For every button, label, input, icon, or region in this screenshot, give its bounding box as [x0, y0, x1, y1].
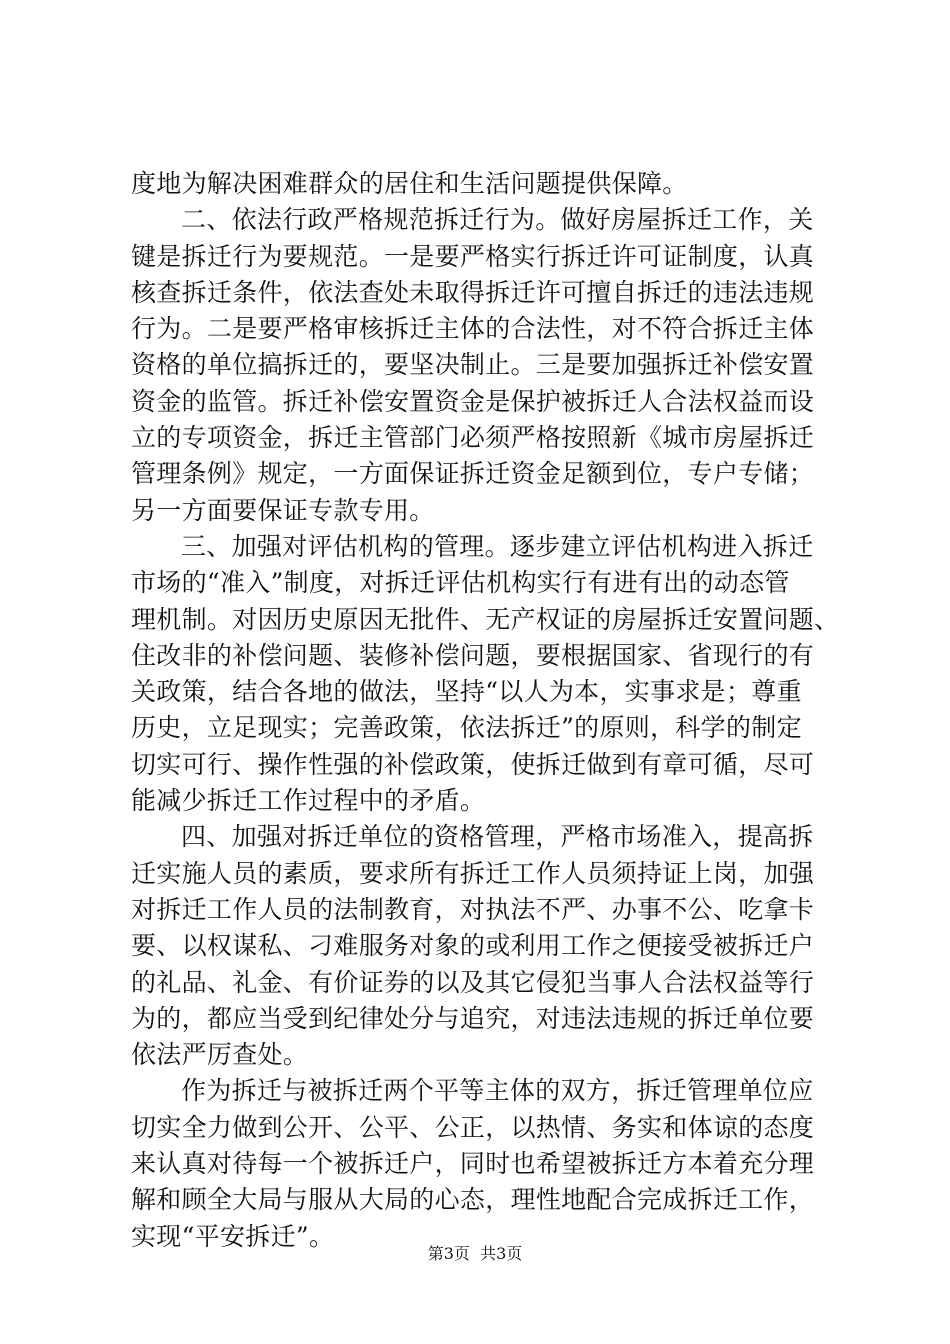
text-line: 二、依法行政严格规范拆迁行为。做好房屋拆迁工作，关	[181, 205, 814, 235]
text-line: 立的专项资金，拆迁主管部门必须严格按照新《城市房屋拆迁	[131, 423, 815, 453]
text-line: 依法严厉查处。	[131, 1040, 309, 1070]
text-line: 历史，立足现实；完善政策，依法拆迁”的原则，科学的制定	[131, 713, 802, 743]
page-number: 第3页	[427, 1244, 470, 1263]
text-line: 键是拆迁行为要规范。一是要严格实行拆迁许可证制度，认真	[131, 241, 815, 271]
text-line: 资格的单位搞拆迁的，要坚决制止。三是要加强拆迁补偿安置	[131, 350, 815, 380]
text-line: 切实可行、操作性强的补偿政策，使拆迁做到有章可循，尽可	[131, 749, 815, 779]
text-line: 切实全力做到公开、公平、公正，以热情、务实和体谅的态度	[131, 1112, 815, 1142]
text-line: 资金的监管。拆迁补偿安置资金是保护被拆迁人合法权益而设	[131, 386, 815, 416]
text-line: 关政策，结合各地的做法，坚持“以人为本，实事求是；尊重	[131, 677, 802, 707]
text-line: 度地为解决困难群众的居住和生活问题提供保障。	[131, 169, 688, 198]
footer-gap	[470, 1244, 480, 1263]
text-line: 核查拆迁条件，依法查处未取得拆迁许可擅自拆迁的违法违规	[131, 277, 815, 307]
text-line: 解和顾全大局与服从大局的心态，理性地配合完成拆迁工作，	[131, 1185, 815, 1215]
text-line: 市场的“准入”制度，对拆迁评估机构实行有进有出的动态管	[131, 568, 790, 598]
text-line: 作为拆迁与被拆迁两个平等主体的双方，拆迁管理单位应	[181, 1076, 814, 1106]
text-line: 实现“平安拆迁”。	[131, 1221, 335, 1251]
text-line: 四、加强对拆迁单位的资格管理，严格市场准入，提高拆	[181, 822, 814, 852]
text-line: 对拆迁工作人员的法制教育，对执法不严、办事不公、吃拿卡	[131, 894, 815, 924]
text-line: 来认真对待每一个被拆迁户，同时也希望被拆迁方本着充分理	[131, 1149, 815, 1179]
text-line: 理机制。对因历史原因无批件、无产权证的房屋拆迁安置问题、	[131, 604, 840, 634]
text-line: 另一方面要保证专款专用。	[131, 495, 435, 525]
text-line: 迁实施人员的素质，要求所有拆迁工作人员须持证上岗，加强	[131, 858, 815, 888]
text-line: 的礼品、礼金、有价证券的以及其它侵犯当事人合法权益等行	[131, 967, 815, 997]
text-line: 为的，都应当受到纪律处分与追究，对违法违规的拆迁单位要	[131, 1003, 815, 1033]
page-footer	[0, 1244, 950, 1264]
paragraph	[131, 1073, 851, 1254]
text-line: 能减少拆迁工作过程中的矛盾。	[131, 786, 486, 816]
text-line: 管理条例》规定，一方面保证拆迁资金足额到位，专户专储；	[131, 459, 815, 489]
paragraph	[131, 529, 851, 819]
document-body	[131, 166, 851, 1255]
text-line: 住改非的补偿问题、装修补偿问题，要根据国家、省现行的有	[131, 640, 815, 670]
paragraph	[131, 202, 851, 529]
page-total: 共3页	[480, 1244, 523, 1263]
text-line: 要、以权谋私、刁难服务对象的或利用工作之便接受被拆迁户	[131, 931, 815, 961]
text-line: 行为。二是要严格审核拆迁主体的合法性，对不符合拆迁主体	[131, 314, 815, 344]
text-line: 三、加强对评估机构的管理。逐步建立评估机构进入拆迁	[181, 531, 814, 561]
paragraph	[131, 819, 851, 1073]
paragraph	[131, 166, 851, 202]
